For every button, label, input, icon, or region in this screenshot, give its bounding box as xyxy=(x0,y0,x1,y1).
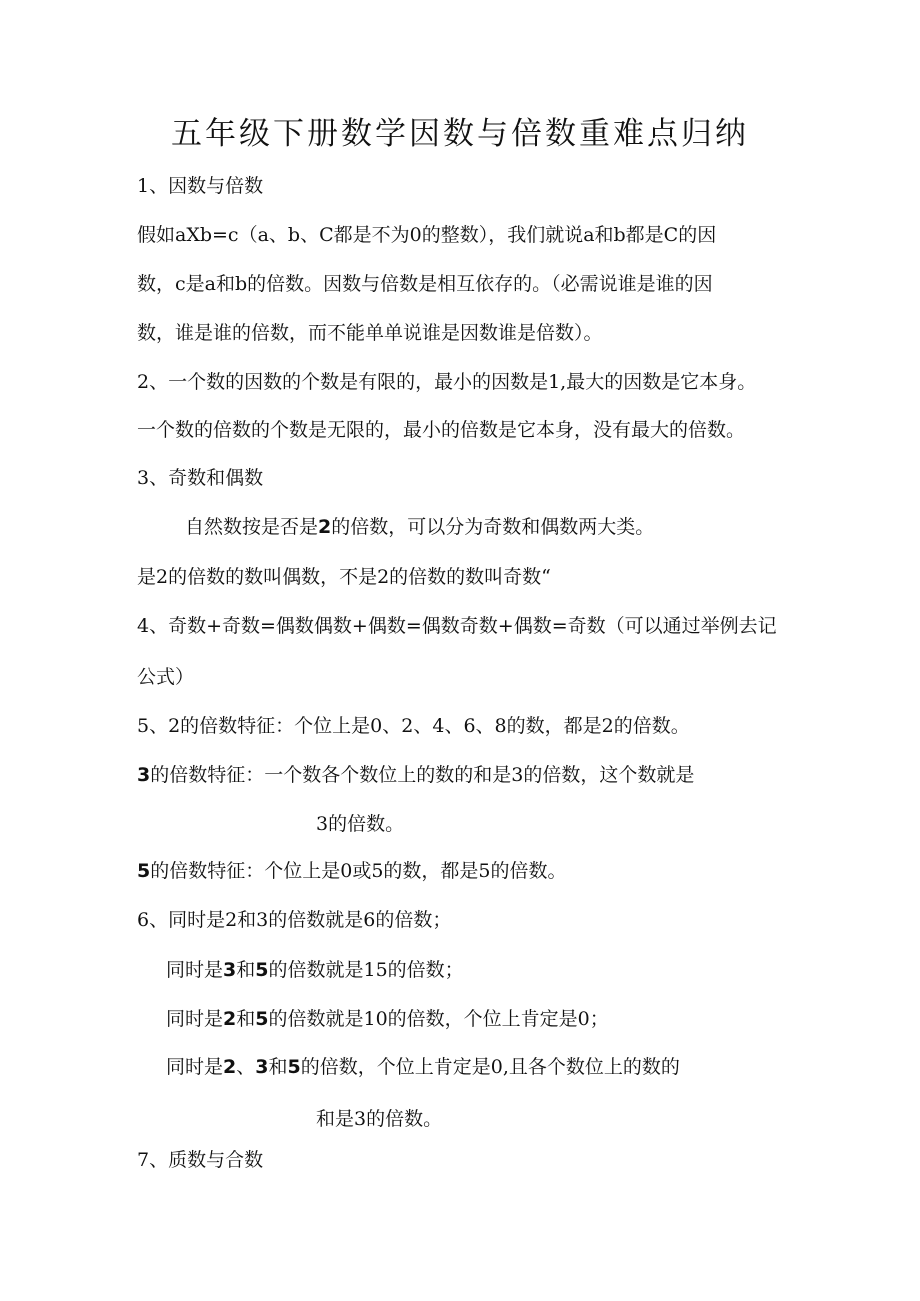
section-7-heading: 7、质数与合数 xyxy=(137,1149,264,1171)
section-5-three-rule xyxy=(137,761,694,789)
text-fragment: 的倍数就是10的倍数，个位上肯定是0； xyxy=(268,1008,609,1030)
section-6-line-4-continued: 和是3的倍数。 xyxy=(316,1108,443,1130)
section-6-line-2 xyxy=(166,956,464,984)
bold-number: 2 xyxy=(318,516,332,538)
text-fragment: 同时是 xyxy=(166,959,224,981)
section-3-paragraph-1 xyxy=(185,513,654,541)
bold-number: 5 xyxy=(287,1056,301,1078)
bold-number: 5 xyxy=(255,1008,269,1030)
section-5-five-rule xyxy=(137,857,567,885)
page-title: 五年级下册数学因数与倍数重难点归纳 xyxy=(171,116,749,152)
text-fragment: 自然数按是否是 xyxy=(185,516,319,538)
section-1-paragraph-line-2: 数，c是a和b的倍数。因数与倍数是相互依存的。（必需说谁是谁的因 xyxy=(137,273,713,295)
section-6-line-1: 6、同时是2和3的倍数就是6的倍数； xyxy=(137,909,452,931)
bold-number: 5 xyxy=(255,959,269,981)
text-fragment: 的倍数就是15的倍数； xyxy=(268,959,464,981)
section-6-line-4 xyxy=(166,1053,680,1081)
bold-number: 2 xyxy=(223,1056,237,1078)
section-1-heading: 1、因数与倍数 xyxy=(137,175,264,197)
text-fragment: 和 xyxy=(268,1056,288,1078)
text-fragment: 的倍数，个位上肯定是0,且各个数位上的数的 xyxy=(300,1056,680,1078)
text-fragment: 和 xyxy=(236,959,256,981)
bold-number: 5 xyxy=(137,860,151,882)
section-4-line-1: 4、奇数+奇数=偶数偶数+偶数=偶数奇数+偶数=奇数（可以通过举例去记 xyxy=(137,615,777,637)
text-fragment: 的倍数，可以分为奇数和偶数两大类。 xyxy=(331,516,655,538)
section-1-paragraph-line-3: 数，谁是谁的倍数，而不能单单说谁是因数谁是倍数）。 xyxy=(137,322,603,344)
section-6-line-3 xyxy=(166,1005,609,1033)
section-1-paragraph-line-1: 假如aXb=c（a、b、C都是不为0的整数），我们就说a和b都是C的因 xyxy=(137,224,717,246)
section-3-paragraph-2: 是2的倍数的数叫偶数，不是2的倍数的数叫奇数“ xyxy=(137,566,551,588)
bold-number: 3 xyxy=(255,1056,269,1078)
text-fragment: 的倍数特征：个位上是0或5的数，都是5的倍数。 xyxy=(150,860,567,882)
bold-number: 2 xyxy=(223,1008,237,1030)
section-5-line-1: 5、2的倍数特征：个位上是0、2、4、6、8的数，都是2的倍数。 xyxy=(137,715,690,737)
section-5-three-rule-continued: 3的倍数。 xyxy=(316,813,405,835)
section-3-heading: 3、奇数和偶数 xyxy=(137,467,264,489)
section-2-line-1: 2、一个数的因数的个数是有限的，最小的因数是1,最大的因数是它本身。 xyxy=(137,371,757,393)
text-fragment: 的倍数特征：一个数各个数位上的数的和是3的倍数，这个数就是 xyxy=(150,764,695,786)
bold-number: 3 xyxy=(137,764,151,786)
section-2-line-2: 一个数的倍数的个数是无限的，最小的倍数是它本身，没有最大的倍数。 xyxy=(137,419,746,441)
section-4-line-2: 公式） xyxy=(137,666,195,688)
text-fragment: 和 xyxy=(236,1008,256,1030)
text-fragment: 、 xyxy=(236,1056,256,1078)
bold-number: 3 xyxy=(223,959,237,981)
text-fragment: 同时是 xyxy=(166,1008,224,1030)
text-fragment: 同时是 xyxy=(166,1056,224,1078)
